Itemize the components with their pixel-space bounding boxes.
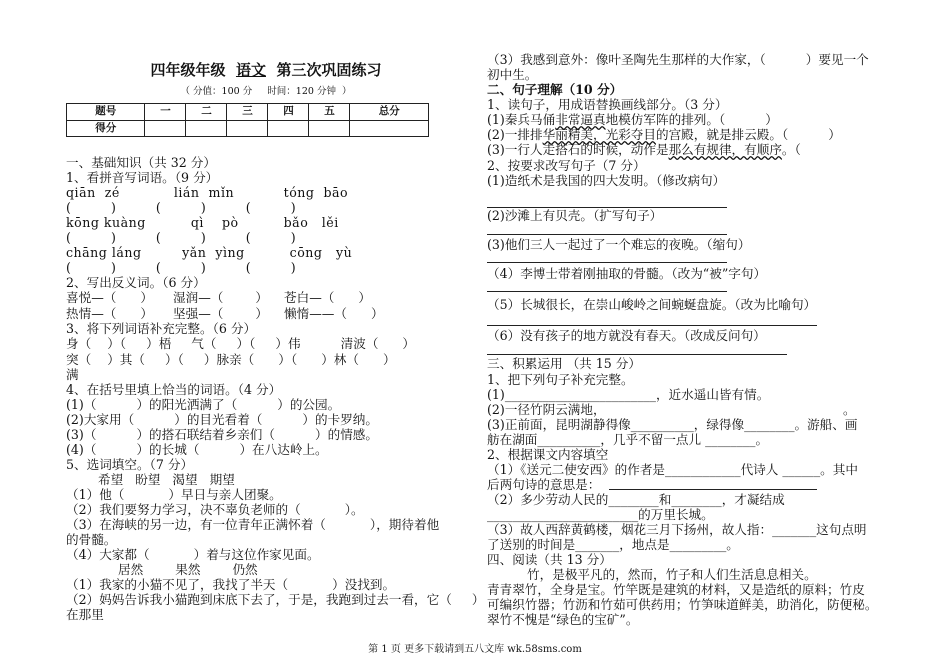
- passage-line: 翠竹不愧是“绿色的宝矿”。: [487, 612, 639, 627]
- idiom-replace-1[interactable]: (1)秦兵马俑非常逼真地模仿军阵的排列。（ ）: [487, 112, 778, 127]
- idiom-replace-3[interactable]: (3)一行人走搭石的时候，动作是那么有规律，有顺序。（: [487, 142, 801, 157]
- answer-line[interactable]: [487, 262, 727, 263]
- question-5: 5、选词填空。（7 分）: [66, 457, 194, 472]
- score-table-row: [67, 120, 429, 137]
- passage-line: 竹，是极平凡的，然而，竹子和人们生活息息相关。: [487, 567, 817, 582]
- fill-item-3[interactable]: (3)（ ）的搭石联结着乡亲们（ ）的情感。: [66, 427, 378, 442]
- answer-line[interactable]: [487, 325, 817, 326]
- subject-label: 语文: [235, 61, 266, 79]
- score-table-header-row: [67, 104, 429, 121]
- score-cell[interactable]: [350, 120, 429, 137]
- accum-item-1[interactable]: (1)________________________，近水遥山皆有情。: [487, 387, 770, 402]
- rewrite-item-4: （4）李博士带着刚抽取的骨髓。（改为“被”字句）: [487, 266, 767, 281]
- score-row-label: 得分: [67, 120, 145, 137]
- recall-item-1-cont: 后两句诗的意思是：: [487, 477, 601, 492]
- recall-item-3[interactable]: （3）故人西辞黄鹤楼，烟花三月下扬州，故人指：_______这句点明: [487, 522, 867, 537]
- score-cell[interactable]: [227, 120, 268, 137]
- recall-item-2[interactable]: （2）多少劳动人民的________和________，才凝结成: [487, 492, 785, 507]
- idiom-row-3: 满: [66, 367, 79, 382]
- table-header-cell: 题号: [67, 104, 145, 121]
- fill-item-2[interactable]: (2)大家用（ ）的目光看着（ ）的卡罗纳。: [66, 412, 378, 427]
- answer-brackets-3[interactable]: ( ) ( ) ( ): [66, 260, 296, 275]
- table-header-cell: 二: [186, 104, 227, 121]
- fill-item-4[interactable]: (4)（ ）的长城（ ）在八达岭上。: [66, 442, 328, 457]
- idiom-row-2[interactable]: 突（ ）其（ ）（ ）脉亲（ ）（ ）林（ ）: [66, 352, 396, 367]
- choice-item-6-cont: 在那里: [66, 607, 104, 622]
- accum-item-3[interactable]: (3)正前面，昆明湖静得像__________，绿得像________。游船、画: [487, 417, 858, 432]
- score-cell[interactable]: [145, 120, 186, 137]
- page-title: 四年级年级 语文 第三次巩固练习: [150, 61, 382, 79]
- accum-q1: 1、把下列句子补充完整。: [487, 372, 634, 387]
- table-header-cell: 五: [309, 104, 350, 121]
- exam-subtitle: （ 分值：100 分 时间：120 分钟 ）: [180, 86, 352, 97]
- rewrite-item-3: (3)他们三人一起过了一个难忘的夜晚。（缩句）: [487, 237, 751, 252]
- sentence-q2: 2、按要求改写句子（7 分）: [487, 158, 646, 173]
- word-bank-1: 希望 盼望 渴望 期望: [66, 472, 235, 487]
- rewrite-item-6: （6）没有孩子的地方就没有春天。（改成反问句）: [487, 328, 766, 343]
- choice-item-7-cont: 初中生。: [487, 67, 538, 82]
- table-header-cell: 总分: [350, 104, 429, 121]
- choice-item-5[interactable]: （1）我家的小猫不见了，我找了半天（ ）没找到。: [66, 577, 396, 592]
- table-header-cell: 三: [227, 104, 268, 121]
- recall-item-1[interactable]: （1）《送元二使安西》的作者是____________代诗人 ______。其中: [487, 462, 858, 477]
- section-3-heading: 三、积累运用 （共 15 分）: [487, 356, 641, 371]
- choice-item-3-cont: 的骨髓。: [66, 532, 117, 547]
- choice-item-7[interactable]: （3）我感到意外：像叶圣陶先生那样的大作家，（ ）要见一个: [487, 52, 869, 67]
- answer-line[interactable]: [487, 354, 787, 355]
- passage-line: 青青翠竹，全身是宝。竹竿既是建筑的材料，又是造纸的原料；竹皮: [487, 582, 865, 597]
- answer-line[interactable]: [609, 489, 817, 490]
- rewrite-item-2: (2)沙滩上有贝壳。（扩写句子）: [487, 208, 663, 223]
- section-1-heading: 一、基础知识（共 32 分）: [66, 155, 216, 170]
- question-2: 2、写出反义词。（6 分）: [66, 275, 206, 290]
- antonym-row-1[interactable]: 喜悦—（ ） 湿润—（ ） 苍白—（ ）: [66, 290, 371, 305]
- question-1: 1、看拼音写词语。（9 分）: [66, 170, 219, 185]
- word-bank-2: 居然 果然 仍然: [66, 562, 258, 577]
- score-cell[interactable]: [309, 120, 350, 137]
- choice-item-4[interactable]: （4）大家都（ ）着与这位作家见面。: [66, 547, 320, 562]
- pinyin-row-3: chāng láng yǎn yìng cōng yù: [66, 245, 353, 260]
- choice-item-6[interactable]: （2）妈妈告诉我小猫跑到床底下去了，于是，我跑到过去一看，它（ ）: [66, 592, 485, 607]
- accum-item-3-cont[interactable]: 舫在湖面__________，几乎不留一点儿 ________。: [487, 432, 769, 447]
- pinyin-row-2: kōng kuàng qì pò bǎo lěi: [66, 215, 339, 230]
- sentence-q1: 1、读句子，用成语替换画线部分。（3 分）: [487, 97, 728, 112]
- score-table: [66, 103, 429, 137]
- score-cell[interactable]: [268, 120, 309, 137]
- answer-line[interactable]: [487, 234, 727, 235]
- idiom-row-1[interactable]: 身（ ）（ ）梧 气（ ）（ ）伟 清波（ ）: [66, 336, 416, 351]
- section-4-heading: 四、阅读（共 13 分）: [487, 552, 612, 567]
- recall-item-3-cont[interactable]: 了送别的时间是_______，地点是_________。: [487, 537, 739, 552]
- idiom-replace-2[interactable]: (2)一排排华丽精美，光彩夺目的宫殿，就是排云殿。（ ）: [487, 127, 841, 142]
- answer-line[interactable]: [487, 291, 727, 292]
- question-3: 3、将下列词语补充完整。（6 分）: [66, 321, 257, 336]
- score-cell[interactable]: [186, 120, 227, 137]
- answer-brackets-1[interactable]: ( ) ( ) ( ): [66, 200, 296, 215]
- accum-item-2[interactable]: (2)一径竹阴云满地， 。: [487, 402, 856, 417]
- accum-q2: 2、根据课文内容填空: [487, 447, 609, 462]
- section-2-heading: 二、句子理解（10 分）: [487, 82, 623, 97]
- table-header-cell: 一: [145, 104, 186, 121]
- passage-line: 可编织竹器；竹沥和竹茹可供药用；竹笋味道鲜美，助消化，防便秘。: [487, 597, 878, 612]
- antonym-row-2[interactable]: 热情—（ ） 坚强—（ ） 懒惰——（ ）: [66, 306, 384, 321]
- answer-brackets-2[interactable]: ( ) ( ) ( ): [66, 230, 296, 245]
- table-header-cell: 四: [268, 104, 309, 121]
- choice-item-3[interactable]: （3）在海峡的另一边，有一位青年正满怀着（ ），期待着他: [66, 517, 440, 532]
- page-footer: 第 1 页 更多下载请到五八文库 wk.58sms.com: [368, 644, 582, 655]
- question-4: 4、在括号里填上恰当的词语。（4 分）: [66, 382, 282, 397]
- recall-item-2-cont[interactable]: ________________________的万里长城。: [487, 507, 714, 522]
- pinyin-row-1: qiān zé lián mǐn tóng bāo: [66, 185, 349, 200]
- choice-item-2[interactable]: （2）我们要努力学习，决不辜负老师的（ ）。: [66, 502, 364, 517]
- rewrite-item-1: (1)造纸术是我国的四大发明。（修改病句）: [487, 173, 726, 188]
- choice-item-1[interactable]: （1）他（ ）早日与亲人团聚。: [66, 487, 282, 502]
- rewrite-item-5: （5）长城很长，在崇山峻岭之间蜿蜒盘旋。（改为比喻句）: [487, 297, 817, 312]
- fill-item-1[interactable]: (1)（ ）的阳光洒满了（ ）的公园。: [66, 397, 341, 412]
